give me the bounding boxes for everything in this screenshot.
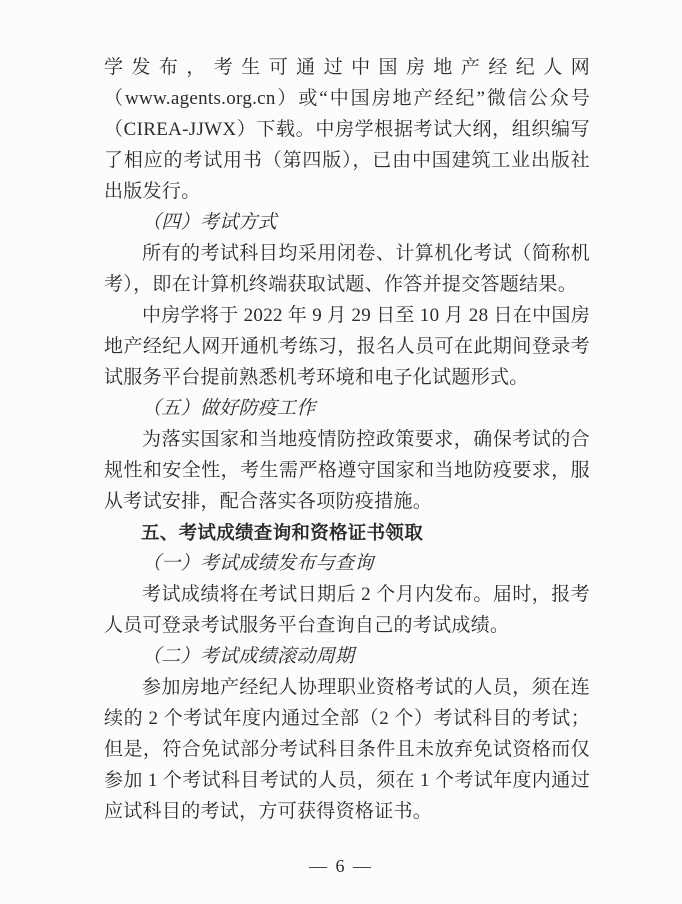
paragraph-exam-method-2: 中房学将于 2022 年 9 月 29 日至 10 月 28 日在中国房地产经纪人网开通机考练习，报名人员可在此期间登录考试服务平台提前熟悉机考环境和电子化试题形式。 — [104, 305, 590, 388]
paragraph-score-release: 考试成绩将在考试日期后 2 个月内发布。届时，报考人员可登录考试服务平台查询自己的考试成绩。 — [104, 584, 590, 636]
paragraph-exam-method-1: 所有的考试科目均采用闭卷、计算机化考试（简称机考），即在计算机终端获取试题、作答并提交答题结果。 — [104, 243, 590, 295]
paragraph-score-rolling-cycle: 参加房地产经纪人协理职业资格考试的人员，须在连续的 2 个考试年度内通过全部（2 个）考试科目的考试；但是，符合免试部分考试科目条件且未放弃免试资格而仅参加 1 个考试科目考试的人员，须在 1 个考试年度内通过应试科目的考试，方可获得资格证书。 — [104, 677, 590, 822]
subheading-epidemic-prevention: （五）做好防疫工作 — [142, 398, 316, 419]
subheading-exam-method: （四）考试方式 — [142, 212, 278, 233]
subheading-score-rolling-cycle: （二）考试成绩滚动周期 — [142, 646, 355, 667]
paragraph-continuation: 学发布，考生可通过中国房地产经纪人网（www.agents.org.cn）或“中国房地产经纪”微信公众号（CIREA-JJWX）下载。中房学根据考试大纲，组织编写了相应的考试用书（第四版），已由中国建筑工业出版社出版发行。 — [104, 57, 590, 202]
heading-section-five: 五、考试成绩查询和资格证书领取 — [141, 522, 424, 543]
paragraph-epidemic-prevention: 为落实国家和当地疫情防控政策要求，确保考试的合规性和安全性，考生需严格遵守国家和当地防疫要求，服从考试安排，配合落实各项防疫措施。 — [104, 429, 590, 512]
subheading-score-release: （一）考试成绩发布与查询 — [142, 553, 374, 574]
page-number: — 6 — — [309, 856, 373, 876]
document-body — [104, 52, 590, 827]
